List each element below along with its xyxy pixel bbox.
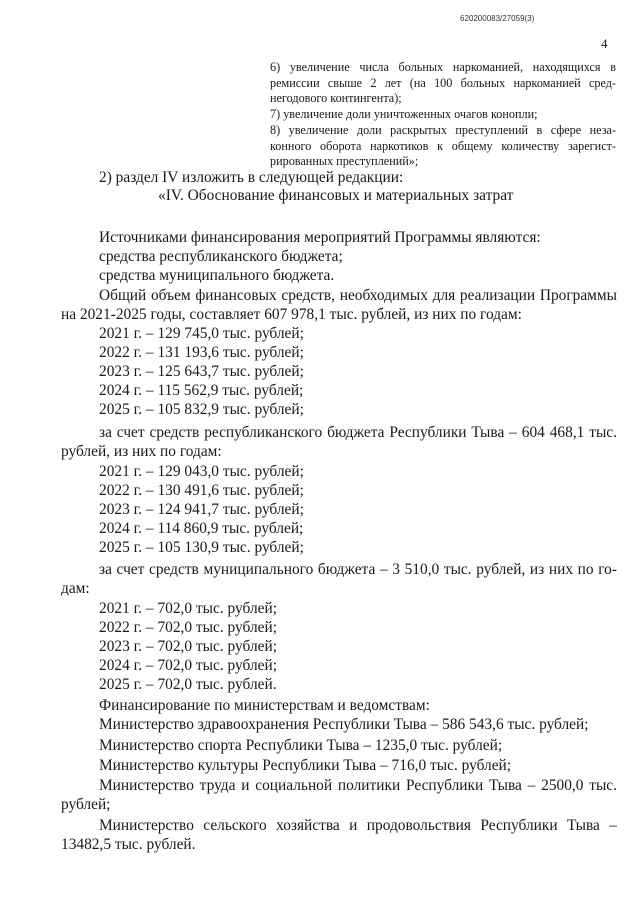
ministry-agriculture-line-1 [99,817,617,835]
goal-item-6-line-3: негодового контингента); [270,91,402,106]
ministry-agriculture-line-2: 13482,5 тыс. рублей. [61,836,196,853]
section-title: «IV. Обоснование финансовых и материальных затрат [158,187,514,204]
municipal-year-2023: 2023 г. – 702,0 тыс. рублей; [99,638,277,655]
goals-list [270,60,616,170]
goal-item-8-line-2: конного оборота наркотиков к общему количеству зарегист- [270,138,616,153]
republic-line-1-text: за счет средств республиканского бюджета Республики Тыва – 604 468,1 тыс. [99,424,617,441]
ministry-labor-line-1 [99,777,617,795]
republic-line-1 [99,424,617,442]
goal-item-8-line-1: 8) увеличение доли раскрытых преступлений в сфере неза- [270,122,616,137]
ministries-intro: Финансирование по министерствам и ведомствам: [99,697,430,714]
municipal-line-2: дам: [61,580,90,597]
document-code: 620200083/27059(3) [460,14,535,23]
total-line-2: на 2021-2025 годы, составляет 607 978,1 тыс. рублей, из них по годам: [61,306,522,323]
sources-intro: Источниками финансирования мероприятий Программы являются: [99,229,541,246]
total-year-2023: 2023 г. – 125 643,7 тыс. рублей; [99,363,304,380]
total-line-1 [99,287,617,305]
goal-item-6-line-2: ремиссии свыше 2 лет (на 100 больных наркоманией сред- [270,75,616,90]
republic-year-2022: 2022 г. – 130 491,6 тыс. рублей; [99,482,304,499]
page-number: 4 [601,36,608,51]
source-municipal: средства муниципального бюджета. [99,267,335,284]
republic-year-2023: 2023 г. – 124 941,7 тыс. рублей; [99,501,304,518]
municipal-year-2025: 2025 г. – 702,0 тыс. рублей. [99,676,277,693]
municipal-year-2021: 2021 г. – 702,0 тыс. рублей; [99,600,277,617]
republic-line-2: рублей, из них по годам: [61,443,222,460]
ministry-labor-line-1-text: Министерство труда и социальной политики Республики Тыва – 2500,0 тыс. [99,777,617,794]
goal-item-7: 7) увеличение доли уничтоженных очагов конопли; [270,107,538,122]
ministry-culture: Министерство культуры Республики Тыва – 716,0 тыс. рублей; [99,757,512,774]
section-instruction: 2) раздел IV изложить в следующей редакции: [99,169,404,186]
total-line-1-text: Общий объем финансовых средств, необходимых для реализации Программы [99,287,617,304]
goal-item-8-line-3: рированных преступлений»; [270,154,419,169]
municipal-line-1 [99,561,617,579]
total-year-2025: 2025 г. – 105 832,9 тыс. рублей; [99,401,304,418]
ministry-labor-line-2: рублей; [61,796,111,813]
ministry-health: Министерство здравоохранения Республики Тыва – 586 543,6 тыс. рублей; [99,716,589,733]
republic-year-2021: 2021 г. – 129 043,0 тыс. рублей; [99,463,304,480]
republic-year-2024: 2024 г. – 114 860,9 тыс. рублей; [99,520,304,537]
total-year-2024: 2024 г. – 115 562,9 тыс. рублей; [99,382,304,399]
republic-year-2025: 2025 г. – 105 130,9 тыс. рублей; [99,539,304,556]
municipal-line-1-text: за счет средств муниципального бюджета – 3 510,0 тыс. рублей, из них по го- [99,561,617,578]
ministry-sport: Министерство спорта Республики Тыва – 1235,0 тыс. рублей; [99,737,503,754]
total-year-2022: 2022 г. – 131 193,6 тыс. рублей; [99,344,304,361]
total-year-2021: 2021 г. – 129 745,0 тыс. рублей; [99,325,304,342]
source-republic: средства республиканского бюджета; [99,248,343,265]
ministry-agriculture-line-1-text: Министерство сельского хозяйства и продовольствия Республики Тыва – [99,817,617,834]
municipal-year-2024: 2024 г. – 702,0 тыс. рублей; [99,657,277,674]
municipal-year-2022: 2022 г. – 702,0 тыс. рублей; [99,619,277,636]
goal-item-6-line-1: 6) увеличение числа больных наркоманией, находящихся в [270,60,616,74]
